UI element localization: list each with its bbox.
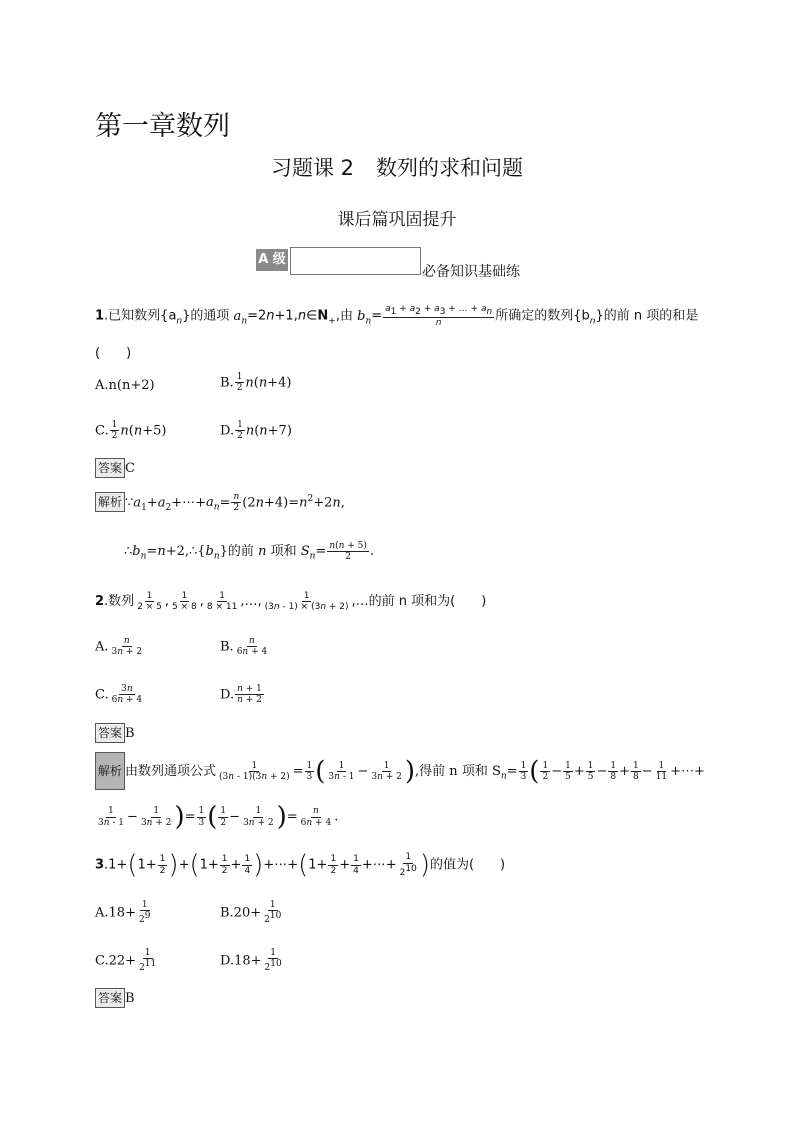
question-2: 2.数列 $\frac{1}{2 \times 5}$ , $\frac{1}{5 \times 8}$ , $\frac{1}{8 \times 11}$ ,…, $\frac{1}{(3n - 1) \times (3n + 2)}$ ,…的前 n 项和为( )	[95, 590, 487, 612]
option-b: B.20+ $\frac{1}{2^{10}}$	[220, 900, 282, 926]
question-1: 1.已知数列$\{a_n\}$的通项 $a_n=2n+1,n\in N_+$,由 $b_n=$ $\frac{a_1 + a_2 + a_3 + \dots + a_n}{n}$ 所确定的数列$\{b_n\}$的前 n 项的和是	[95, 304, 699, 329]
answer-blank: ( )	[95, 346, 132, 361]
option-d: D.18+ $\frac{1}{2^{10}}$	[220, 948, 282, 974]
chapter-title: 第一章数列	[95, 111, 230, 142]
option-d: D. $\frac{n + 1}{n + 2}$	[220, 684, 262, 706]
level-badge: A 级	[256, 249, 288, 271]
lesson-topic: 数列的求和问题	[376, 156, 524, 180]
option-d: D. $\frac{1}{2}$ n(n+7)	[220, 420, 292, 442]
analysis-line-2: $\therefore b_n=n+2,\therefore\{b_n\}$的前 n 项和 $S_n=$ $\frac{n(n + 5)}{2}$ .	[124, 540, 375, 562]
analysis-row: 解析 由数列通项公式 $\frac{1}{(3n - 1)(3n + 2)}$ = $\frac{1}{3}$ ( $\frac{1}{3n - 1}$ − $\frac{1}{3n + 2}$ ),得前 n 项和 $S_n=$ $\frac{1}{3}$ ( $\frac{1}{2}$ − $\frac{1}{5}$ + $\frac{1}{5}$ − $\frac{1}{8}$ + $\frac{1}{8}$ − $\frac{1}{11}$ +⋯+	[95, 752, 705, 790]
answer-label: 答案	[95, 458, 125, 478]
question-text: 所确定的数列{b	[495, 308, 590, 324]
analysis-label: 解析	[95, 492, 125, 512]
level-box	[290, 247, 421, 275]
question-number: 1	[95, 308, 105, 324]
analysis-line-2: $\frac{1}{3n - 1}$ − $\frac{1}{3n + 2}$ )= $\frac{1}{3}$ ( $\frac{1}{2}$ − $\frac{1}{3n + 2}$ )= $\frac{n}{6n + 4}$ .	[98, 802, 339, 832]
option-c: C. $\frac{3n}{6n + 4}$	[95, 684, 143, 706]
option-b: B. $\frac{1}{2}$ n(n+4)	[220, 372, 292, 394]
answer-row: 答案 B	[95, 988, 135, 1008]
question-text: .已知数列{a	[104, 308, 177, 324]
option-b: B. $\frac{n}{6n + 4}$	[220, 636, 268, 658]
section-subtitle: 课后篇巩固提升	[337, 210, 457, 230]
answer-value: C	[125, 461, 135, 476]
answer-row	[95, 458, 135, 478]
fraction: $\frac{a_1 + a_2 + a_3 + \dots + a_n}{n}$	[385, 304, 493, 329]
option-a: A.n(n+2)	[95, 378, 155, 393]
analysis-row: 解析 $\because a_1+a_2+\cdots+a_n=$ $\frac{n}{2}$ $(2n+4)=n^2+2n$,	[95, 492, 345, 514]
option-c: C.22+ $\frac{1}{2^{11}}$	[95, 948, 157, 974]
question-text: }的前 n 项的和是	[595, 308, 699, 324]
lesson-title	[0, 152, 794, 182]
option-c: C. $\frac{1}{2}$ n(n+5)	[95, 420, 167, 442]
option-a: A.18+ $\frac{1}{2^9}$	[95, 900, 151, 926]
lesson-number: 习题课 2	[270, 156, 355, 180]
option-a: A. $\frac{n}{3n + 2}$	[95, 636, 143, 658]
answer-row: 答案 B	[95, 723, 135, 743]
level-label: 必备知识基础练	[422, 264, 520, 280]
question-3: 3.1+(1+ $\frac{1}{2}$ )+(1+ $\frac{1}{2}$ + $\frac{1}{4}$ )+⋯+(1+ $\frac{1}{2}$ + $\frac{1}{4}$ +⋯+ $\frac{1}{2^{10}}$ )的值为( )	[95, 850, 506, 880]
